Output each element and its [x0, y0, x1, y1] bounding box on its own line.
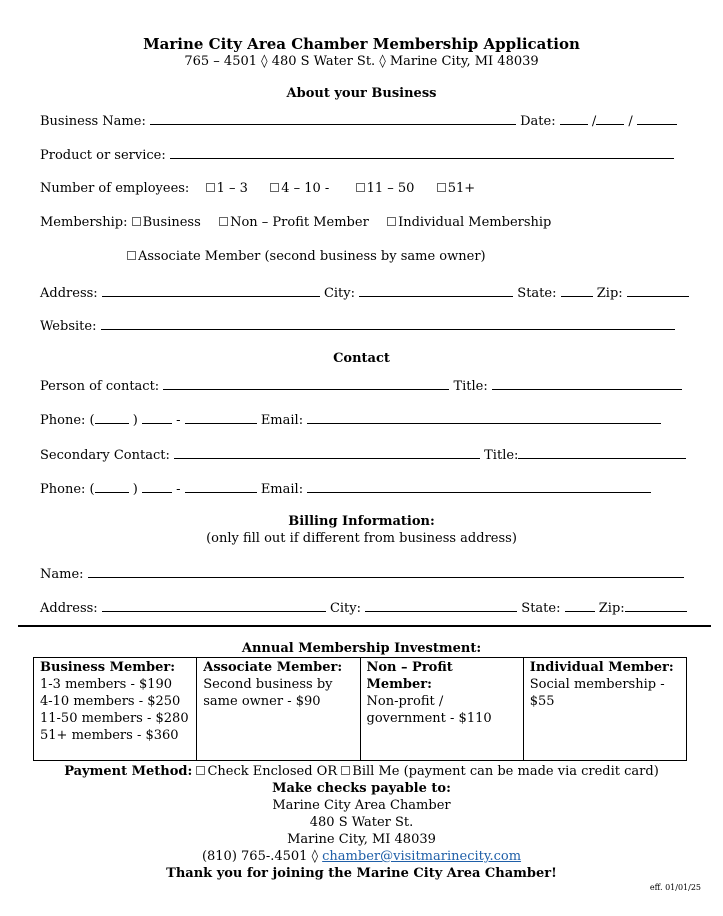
- title2-label: Title:: [484, 448, 519, 463]
- email-label: Email:: [260, 413, 304, 428]
- payee: Marine City Area Chamber: [272, 798, 451, 813]
- page-title: Marine City Area Chamber Membership Application: [143, 35, 580, 53]
- thanks-line: Thank you for joining the Marine City Area Chamber!: [166, 866, 557, 881]
- phone2-line-field[interactable]: [185, 480, 257, 493]
- phone-dash: -: [176, 482, 181, 497]
- phone-prefix-field[interactable]: [142, 411, 172, 424]
- payee-city: Marine City, MI 48039: [287, 832, 436, 847]
- investment-col-title: Business Member:: [40, 660, 176, 675]
- person-field[interactable]: [163, 377, 449, 390]
- phone-dash: -: [176, 413, 181, 428]
- associate-row: [127, 249, 486, 265]
- phone-line-field[interactable]: [185, 411, 257, 424]
- payment-option: Bill Me (payment can be made via credit card): [352, 764, 659, 779]
- date-year-field[interactable]: [637, 112, 677, 125]
- date-sep: /: [591, 114, 597, 129]
- investment-line: 1-3 members - $190: [40, 677, 173, 692]
- zip-field[interactable]: [627, 284, 689, 297]
- investment-line: 11-50 members - $280: [40, 711, 189, 726]
- effective-date: eff. 01/01/25: [649, 883, 701, 892]
- membership-option: Individual Membership: [398, 215, 552, 230]
- billing-city-field[interactable]: [365, 599, 517, 612]
- membership-individual-checkbox[interactable]: [387, 217, 396, 226]
- phone-label: Phone:: [40, 413, 86, 428]
- product-field[interactable]: [170, 146, 674, 159]
- phone2-prefix-field[interactable]: [142, 480, 172, 493]
- billing-address-row: [40, 599, 687, 617]
- secondary-contact-row: [40, 446, 686, 464]
- employees-row: [40, 181, 475, 197]
- city-label: City:: [323, 286, 356, 301]
- check-enclosed-checkbox[interactable]: [196, 766, 205, 775]
- email2-label: Email:: [260, 482, 304, 497]
- date-label: Date:: [520, 114, 556, 129]
- contact-heading: Contact: [333, 351, 390, 366]
- investment-line: 4-10 members - $250: [40, 694, 181, 709]
- footer-contact-row: [0, 848, 723, 865]
- membership-option: Business: [142, 215, 201, 230]
- paren-open: (: [89, 413, 95, 428]
- phone2-row: [40, 480, 651, 498]
- membership-associate-checkbox[interactable]: [127, 251, 136, 260]
- billing-state-field[interactable]: [565, 599, 595, 612]
- employees-option: 51+: [447, 181, 476, 196]
- email-field[interactable]: [307, 411, 661, 424]
- billing-name-field[interactable]: [88, 565, 684, 578]
- state-label: State:: [517, 286, 557, 301]
- address-label: Address:: [40, 286, 98, 301]
- product-label: Product or service:: [40, 148, 166, 163]
- employees-option: 4 – 10 -: [281, 181, 330, 196]
- website-field[interactable]: [101, 317, 675, 330]
- membership-label: Membership:: [40, 215, 128, 230]
- paren-close: ): [132, 482, 138, 497]
- employees-51plus-checkbox[interactable]: [437, 183, 446, 192]
- business-name-row: [40, 112, 677, 130]
- phone2-label: Phone:: [40, 482, 86, 497]
- footer-phone: (810) 765-.4501 ◊: [201, 849, 319, 864]
- payee-street: 480 S Water St.: [309, 815, 414, 830]
- city-field[interactable]: [359, 284, 513, 297]
- person-contact-row: [40, 377, 682, 395]
- billing-zip-label: Zip:: [598, 601, 625, 616]
- membership-business-checkbox[interactable]: [132, 217, 141, 226]
- date-day-field[interactable]: [596, 112, 624, 125]
- product-row: [40, 146, 674, 164]
- address-row: [40, 284, 689, 302]
- investment-line: 51+ members - $360: [40, 728, 179, 743]
- business-name-label: Business Name:: [40, 114, 146, 129]
- investment-line: same owner - $90: [203, 694, 321, 709]
- paren-close: ): [132, 413, 138, 428]
- bill-me-checkbox[interactable]: [341, 766, 350, 775]
- employees-option: 11 – 50: [366, 181, 415, 196]
- employees-1-3-checkbox[interactable]: [206, 183, 215, 192]
- billing-address-field[interactable]: [102, 599, 326, 612]
- billing-city-label: City:: [329, 601, 362, 616]
- membership-row: [40, 215, 551, 231]
- header-contact-line: 765 – 4501 ◊ 480 S Water St. ◊ Marine City, MI 48039: [184, 54, 539, 69]
- investment-line: Second business by: [203, 677, 333, 692]
- payment-option: Check Enclosed OR: [207, 764, 338, 779]
- employees-4-10-checkbox[interactable]: [270, 183, 279, 192]
- billing-subheading: (only fill out if different from business address): [206, 531, 517, 546]
- investment-individual-cell: [523, 658, 686, 761]
- billing-state-label: State:: [521, 601, 561, 616]
- date-month-field[interactable]: [560, 112, 588, 125]
- employees-label: Number of employees:: [40, 181, 190, 196]
- billing-name-row: [40, 565, 684, 583]
- secondary-field[interactable]: [174, 446, 480, 459]
- investment-col-title: Individual Member:: [529, 660, 674, 675]
- checks-heading: Make checks payable to:: [272, 781, 451, 796]
- investment-line: Social membership - $55: [529, 677, 665, 709]
- investment-heading: Annual Membership Investment:: [241, 641, 482, 656]
- investment-line: government - $110: [366, 711, 492, 726]
- zip-label: Zip:: [596, 286, 623, 301]
- employees-option: 1 – 3: [216, 181, 248, 196]
- section-divider: [18, 625, 711, 627]
- billing-address-label: Address:: [40, 601, 98, 616]
- about-heading: About your Business: [286, 86, 437, 101]
- title-label: Title:: [453, 379, 488, 394]
- associate-option: Associate Member (second business by same owner): [138, 249, 486, 264]
- investment-associate-cell: [197, 658, 360, 761]
- investment-table: [33, 657, 687, 761]
- table-row: [34, 658, 687, 761]
- title-field[interactable]: [492, 377, 682, 390]
- phone2-area-field[interactable]: [95, 480, 129, 493]
- state-field[interactable]: [561, 284, 593, 297]
- billing-name-label: Name:: [40, 567, 84, 582]
- billing-zip-field[interactable]: [625, 599, 687, 612]
- date-sep: /: [628, 114, 633, 129]
- investment-line: Non-profit /: [366, 694, 444, 709]
- address-field[interactable]: [102, 284, 320, 297]
- employees-11-50-checkbox[interactable]: [356, 183, 365, 192]
- membership-option: Non – Profit Member: [230, 215, 369, 230]
- paren-open: (: [89, 482, 95, 497]
- investment-col-title: Associate Member:: [203, 660, 343, 675]
- payment-label: Payment Method:: [64, 764, 193, 779]
- secondary-label: Secondary Contact:: [40, 448, 170, 463]
- phone-area-field[interactable]: [95, 411, 129, 424]
- membership-nonprofit-checkbox[interactable]: [219, 217, 228, 226]
- website-row: [40, 317, 675, 335]
- website-label: Website:: [40, 319, 97, 334]
- billing-heading: Billing Information:: [288, 514, 435, 529]
- investment-nonprofit-cell: [360, 658, 523, 761]
- title2-field[interactable]: [518, 446, 686, 459]
- phone-row: [40, 411, 661, 429]
- payment-method-row: [0, 763, 723, 780]
- person-label: Person of contact:: [40, 379, 160, 394]
- business-name-field[interactable]: [150, 112, 516, 125]
- email2-field[interactable]: [307, 480, 651, 493]
- investment-business-cell: [34, 658, 197, 761]
- investment-col-title: Non – Profit Member:: [366, 660, 453, 692]
- footer-email-link[interactable]: chamber@visitmarinecity.com: [322, 849, 522, 864]
